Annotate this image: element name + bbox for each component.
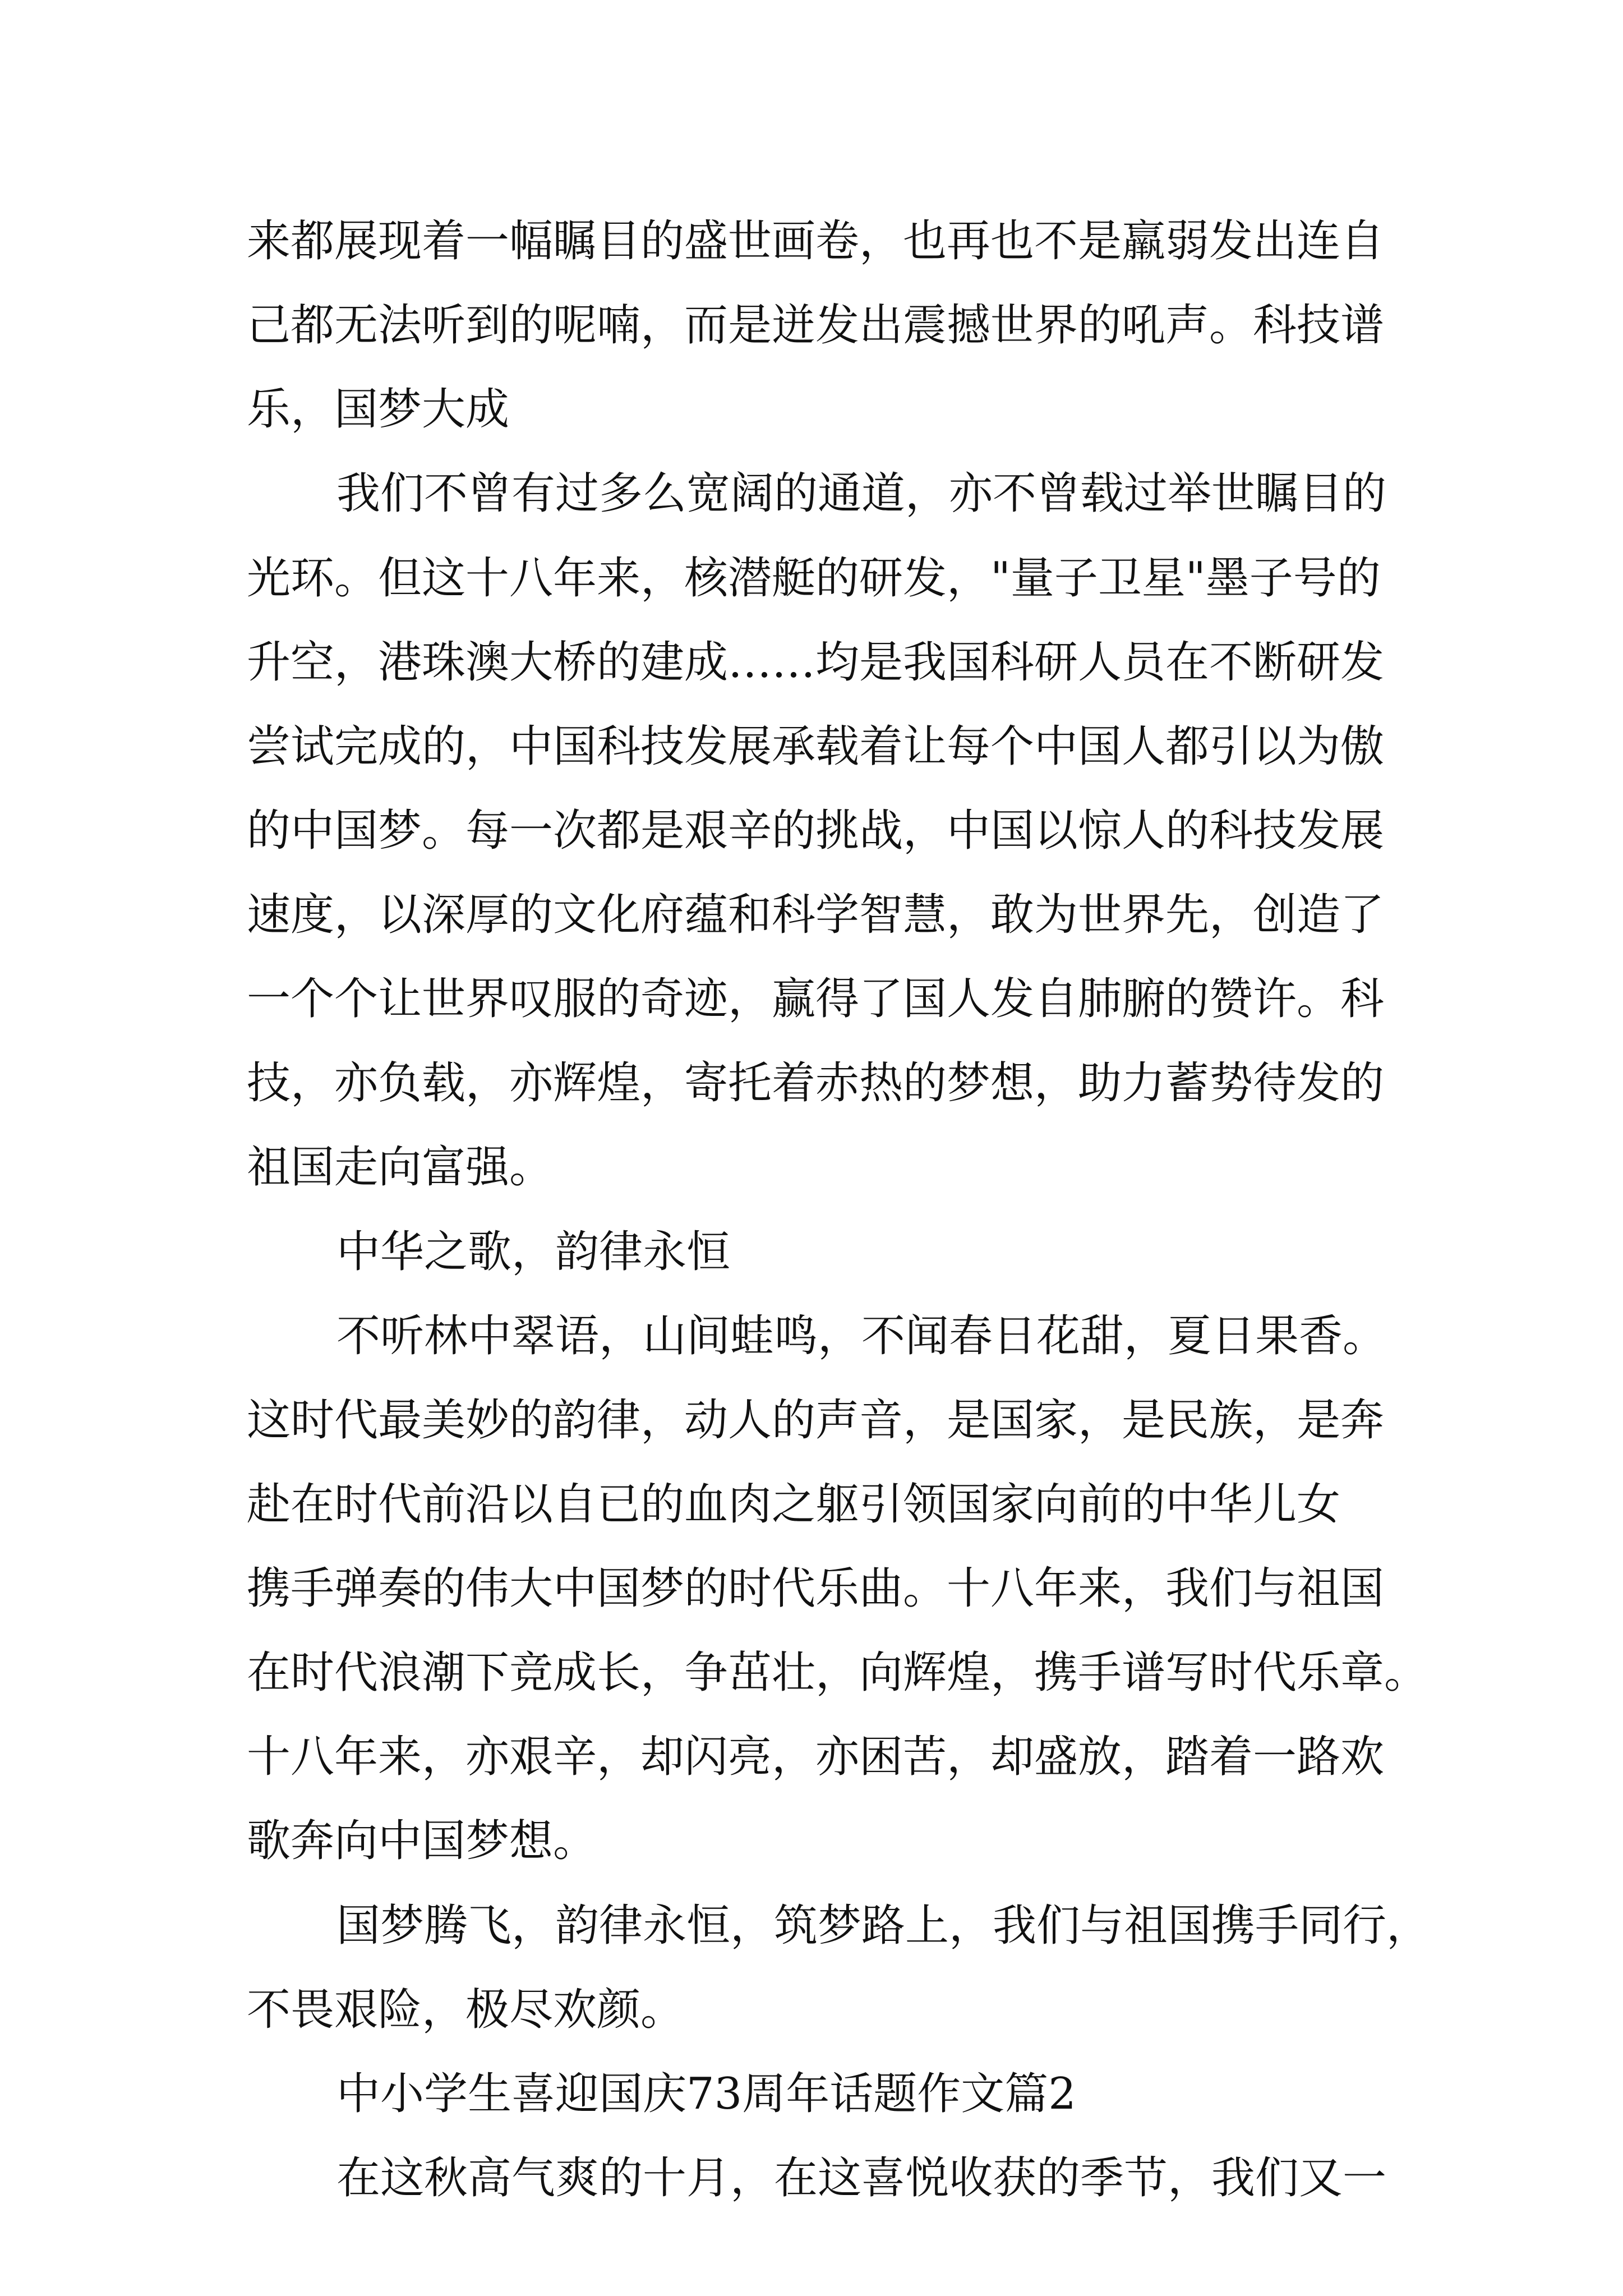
text-line: 十八年来，亦艰辛，却闪亮，亦困苦，却盛放，踏着一路欢 [247,1732,1385,1782]
section-heading: 中华之歌，韵律永恒 [336,1227,731,1277]
text-line: 技，亦负载，亦辉煌，寄托着赤热的梦想，助力蓄势待发的 [247,1058,1385,1108]
text-line: 速度，以深厚的文化府蕴和科学智慧，敢为世界先，创造了 [247,890,1385,940]
text-line: 升空，港珠澳大桥的建成……均是我国科研人员在不断研发 [247,637,1385,688]
text-line: 尝试完成的，中国科技发展承载着让每个中国人都引以为傲 [247,721,1385,772]
text-line: 乐，国梦大成 [247,384,510,435]
text-line: 不畏艰险，极尽欢颜。 [247,1985,685,2035]
paragraph-first-line: 在这秋高气爽的十月，在这喜悦收获的季节，我们又一 [336,2153,1387,2203]
paragraph-first-line: 不听林中翠语，山间蛙鸣，不闻春日花甜，夏日果香。 [336,1311,1387,1361]
paragraph-first-line: 我们不曾有过多么宽阔的通道，亦不曾载过举世瞩目的 [336,468,1387,519]
text-line: 祖国走向富强。 [247,1142,554,1193]
text-line: 赴在时代前沿以自已的血肉之躯引领国家向前的中华儿女 [247,1479,1341,1530]
text-line: 在时代浪潮下竞成长，争茁壮，向辉煌，携手谱写时代乐章。 [247,1648,1428,1698]
text-line: 这时代最美妙的韵律，动人的声音，是国家，是民族，是奔 [247,1395,1385,1446]
text-line: 光环。但这十八年来，核潜艇的研发，"量子卫星"墨子号的 [247,553,1381,604]
text-line: 来都展现着一幅瞩目的盛世画卷，也再也不是羸弱发出连自 [247,216,1385,266]
text-line: 己都无法听到的呢喃，而是迸发出震撼世界的吼声。科技谱 [247,300,1385,351]
text-line: 的中国梦。每一次都是艰辛的挑战，中国以惊人的科技发展 [247,806,1385,856]
paragraph-first-line: 国梦腾飞，韵律永恒，筑梦路上，我们与祖国携手同行， [336,1901,1431,1951]
text-line: 歌奔向中国梦想。 [247,1816,597,1866]
text-line: 一个个让世界叹服的奇迹，赢得了国人发自肺腑的赞许。科 [247,974,1385,1024]
text-line: 携手弹奏的伟大中国梦的时代乐曲。十八年来，我们与祖国 [247,1563,1385,1614]
article-heading: 中小学生喜迎国庆73周年话题作文篇2 [336,2069,1076,2119]
